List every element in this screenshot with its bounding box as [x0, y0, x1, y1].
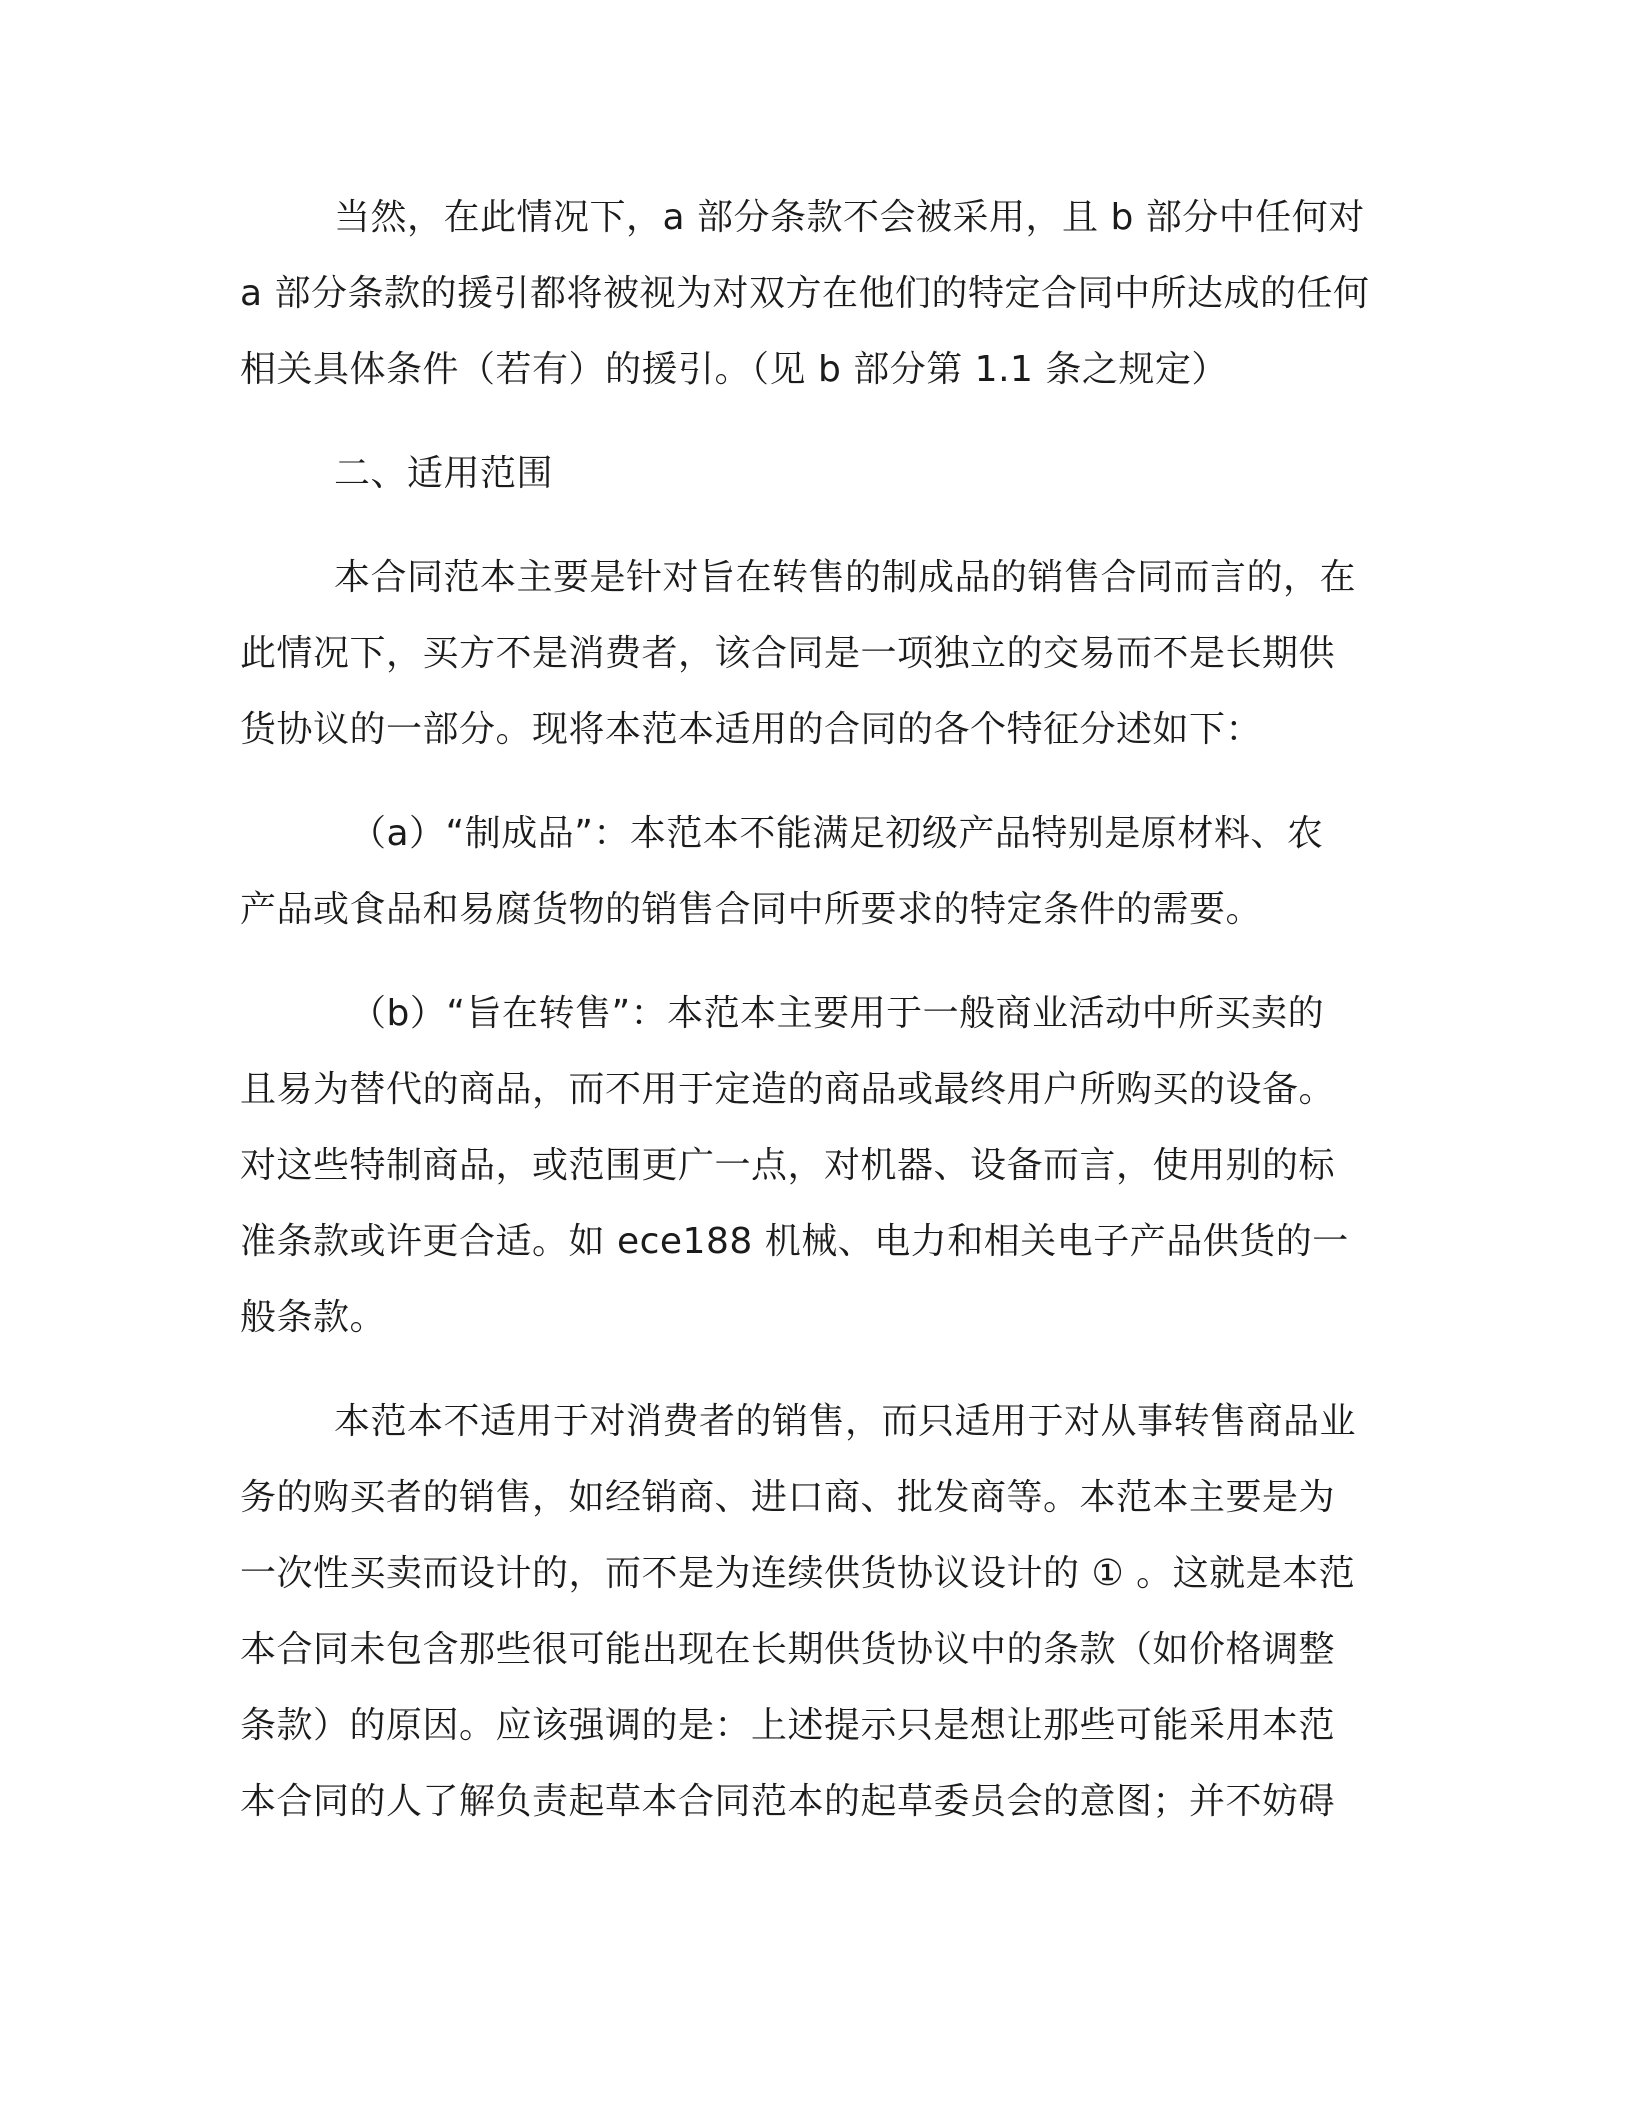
list-item-line: （b）“旨在转售”：本范本主要用于一般商业活动中所买卖的 [350, 993, 1325, 1034]
paragraph-line: 本合同的人了解负责起草本合同范本的起草委员会的意图；并不妨碍 [240, 1781, 1336, 1822]
paragraph-line: 相关具体条件（若有）的援引。（见 b 部分第 1.1 条之规定） [240, 349, 1228, 390]
list-item-line: 且易为替代的商品，而不用于定造的商品或最终用户所购买的设备。 [240, 1069, 1336, 1110]
paragraph-line: 本合同未包含那些很可能出现在长期供货协议中的条款（如价格调整 [240, 1629, 1336, 1670]
list-item-line: （a）“制成品”：本范本不能满足初级产品特别是原材料、农 [350, 813, 1324, 854]
paragraph-line: 本范本不适用于对消费者的销售，而只适用于对从事转售商品业 [334, 1401, 1357, 1442]
paragraph-line: 此情况下，买方不是消费者，该合同是一项独立的交易而不是长期供 [240, 633, 1336, 674]
paragraph-line: 本合同范本主要是针对旨在转售的制成品的销售合同而言的，在 [334, 557, 1357, 598]
paragraph-line: 货协议的一部分。现将本范本适用的合同的各个特征分述如下： [240, 709, 1263, 750]
paragraph-line: 务的购买者的销售，如经销商、进口商、批发商等。本范本主要是为 [240, 1477, 1336, 1518]
paragraph-line: 一次性买卖而设计的，而不是为连续供货协议设计的 ① 。这就是本范 [240, 1553, 1356, 1594]
paragraph-line: 当然，在此情况下，a 部分条款不会被采用，且 b 部分中任何对 [334, 197, 1365, 238]
paragraph-line: 条款）的原因。应该强调的是：上述提示只是想让那些可能采用本范 [240, 1705, 1336, 1746]
list-item-line: 对这些特制商品，或范围更广一点，对机器、设备而言，使用别的标 [240, 1145, 1336, 1186]
list-item-line: 般条款。 [240, 1297, 387, 1338]
paragraph-line: a 部分条款的援引都将被视为对双方在他们的特定合同中所达成的任何 [240, 273, 1370, 314]
section-heading: 二、适用范围 [334, 453, 554, 494]
list-item-line: 产品或食品和易腐货物的销售合同中所要求的特定条件的需要。 [240, 889, 1263, 930]
list-item-line: 准条款或许更合适。如 ece188 机械、电力和相关电子产品供货的一 [240, 1221, 1349, 1262]
